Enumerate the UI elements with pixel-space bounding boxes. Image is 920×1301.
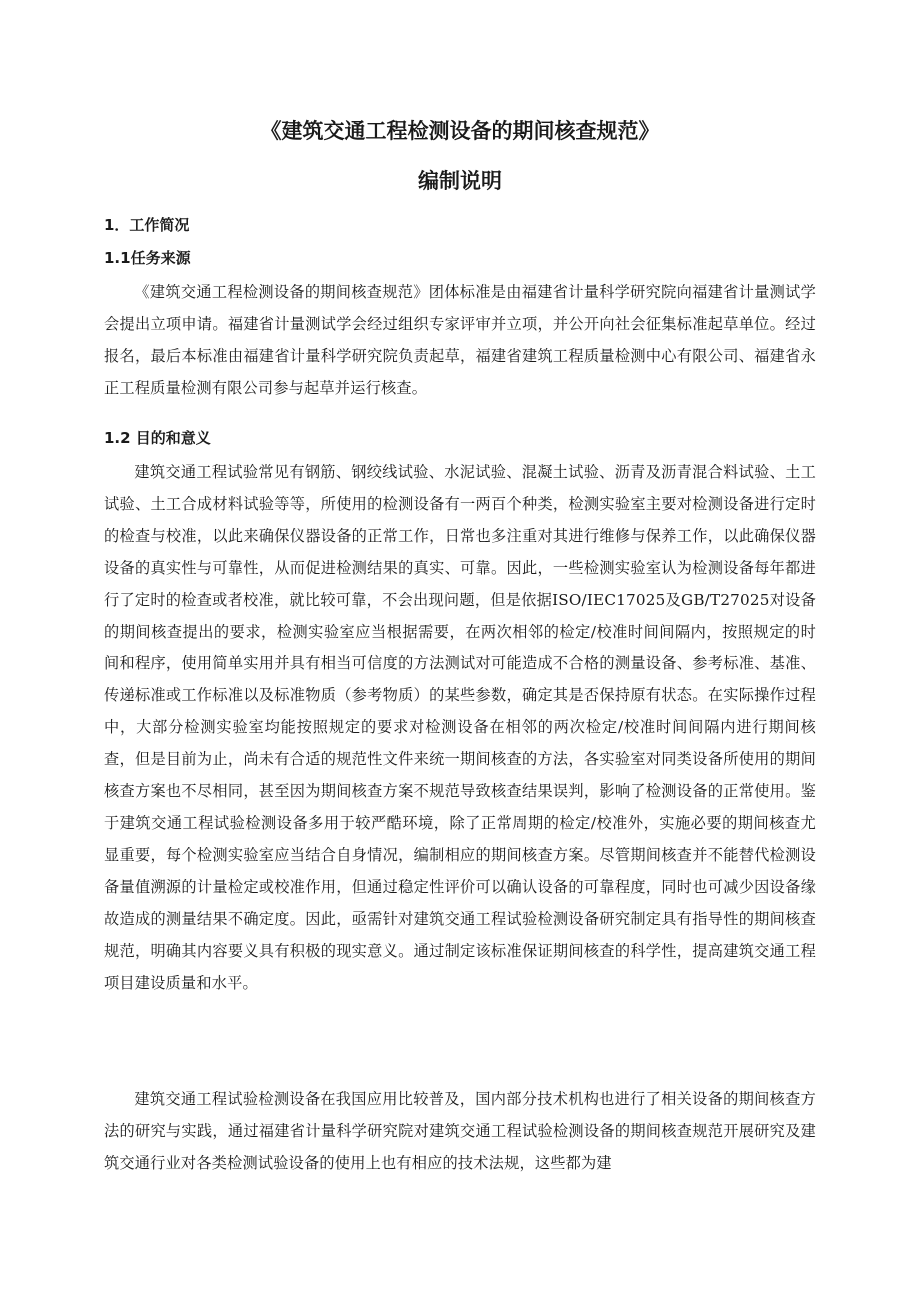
- document-title: 《建筑交通工程检测设备的期间核查规范》: [260, 119, 660, 143]
- paragraph-task-source: 《建筑交通工程检测设备的期间核查规范》团体标准是由福建省计量科学研究院向福建省计量测试学会提出立项申请。福建省计量测试学会经过组织专家评审并立项，并公开向社会征集标准起草单位。经过报名，最后本标准由福建省计量科学研究院负责起草，福建省建筑工程质量检测中心有限公司、福建省永正工程质量检测有限公司参与起草并运行核查。: [104, 283, 816, 397]
- section-heading-1: 1．工作简况: [104, 216, 190, 234]
- document-subtitle: 编制说明: [418, 169, 502, 193]
- section-heading-1-2: 1.2 目的和意义: [104, 429, 211, 447]
- section-heading-1-1: 1.1任务来源: [104, 249, 191, 267]
- paragraph-purpose-significance: 建筑交通工程试验常见有钢筋、钢绞线试验、水泥试验、混凝土试验、沥青及沥青混合料试验、土工试验、土工合成材料试验等等，所使用的检测设备有一两百个种类，检测实验室主要对检测设备进行定时的检查与校准，以此来确保仪器设备的正常工作，日常也多注重对其进行维修与保养工作，以此确保仪器设备的真实性与可靠性，从而促进检测结果的真实、可靠。因此，一些检测实验室认为检测设备每年都进行了定时的检查或者校准，就比较可靠，不会出现问题，但是依据ISO/IEC17025及GB/T27025对设备的期间核查提出的要求，检测实验室应当根据需要，在两次相邻的检定/校准时间间隔内，按照规定的时间和程序，使用简单实用并具有相当可信度的方法测试对可能造成不合格的测量设备、参考标准、基准、传递标准或工作标准以及标准物质（参考物质）的某些参数，确定其是否保持原有状态。在实际操作过程中，大部分检测实验室均能按照规定的要求对检测设备在相邻的两次检定/校准时间间隔内进行期间核查，但是目前为止，尚未有合适的规范性文件来统一期间核查的方法，各实验室对同类设备所使用的期间核查方案也不尽相同，甚至因为期间核查方案不规范导致核查结果误判，影响了检测设备的正常使用。鉴于建筑交通工程试验检测设备多用于较严酷环境，除了正常周期的检定/校准外，实施必要的期间核查尤显重要，每个检测实验室应当结合自身情况，编制相应的期间核查方案。尽管期间核查并不能替代检测设备量值溯源的计量检定或校准作用，但通过稳定性评价可以确认设备的可靠程度，同时也可减少因设备缘故造成的测量结果不确定度。因此，亟需针对建筑交通工程试验检测设备研究制定具有指导性的期间核查规范，明确其内容要义具有积极的现实意义。通过制定该标准保证期间核查的科学性，提高建筑交通工程项目建设质量和水平。: [104, 463, 816, 992]
- paragraph-application-status: 建筑交通工程试验检测设备在我国应用比较普及，国内部分技术机构也进行了相关设备的期间核查方法的研究与实践，通过福建省计量科学研究院对建筑交通工程试验检测设备的期间核查规范开展研究及建筑交通行业对各类检测试验设备的使用上也有相应的技术法规，这些都为建: [104, 1090, 816, 1172]
